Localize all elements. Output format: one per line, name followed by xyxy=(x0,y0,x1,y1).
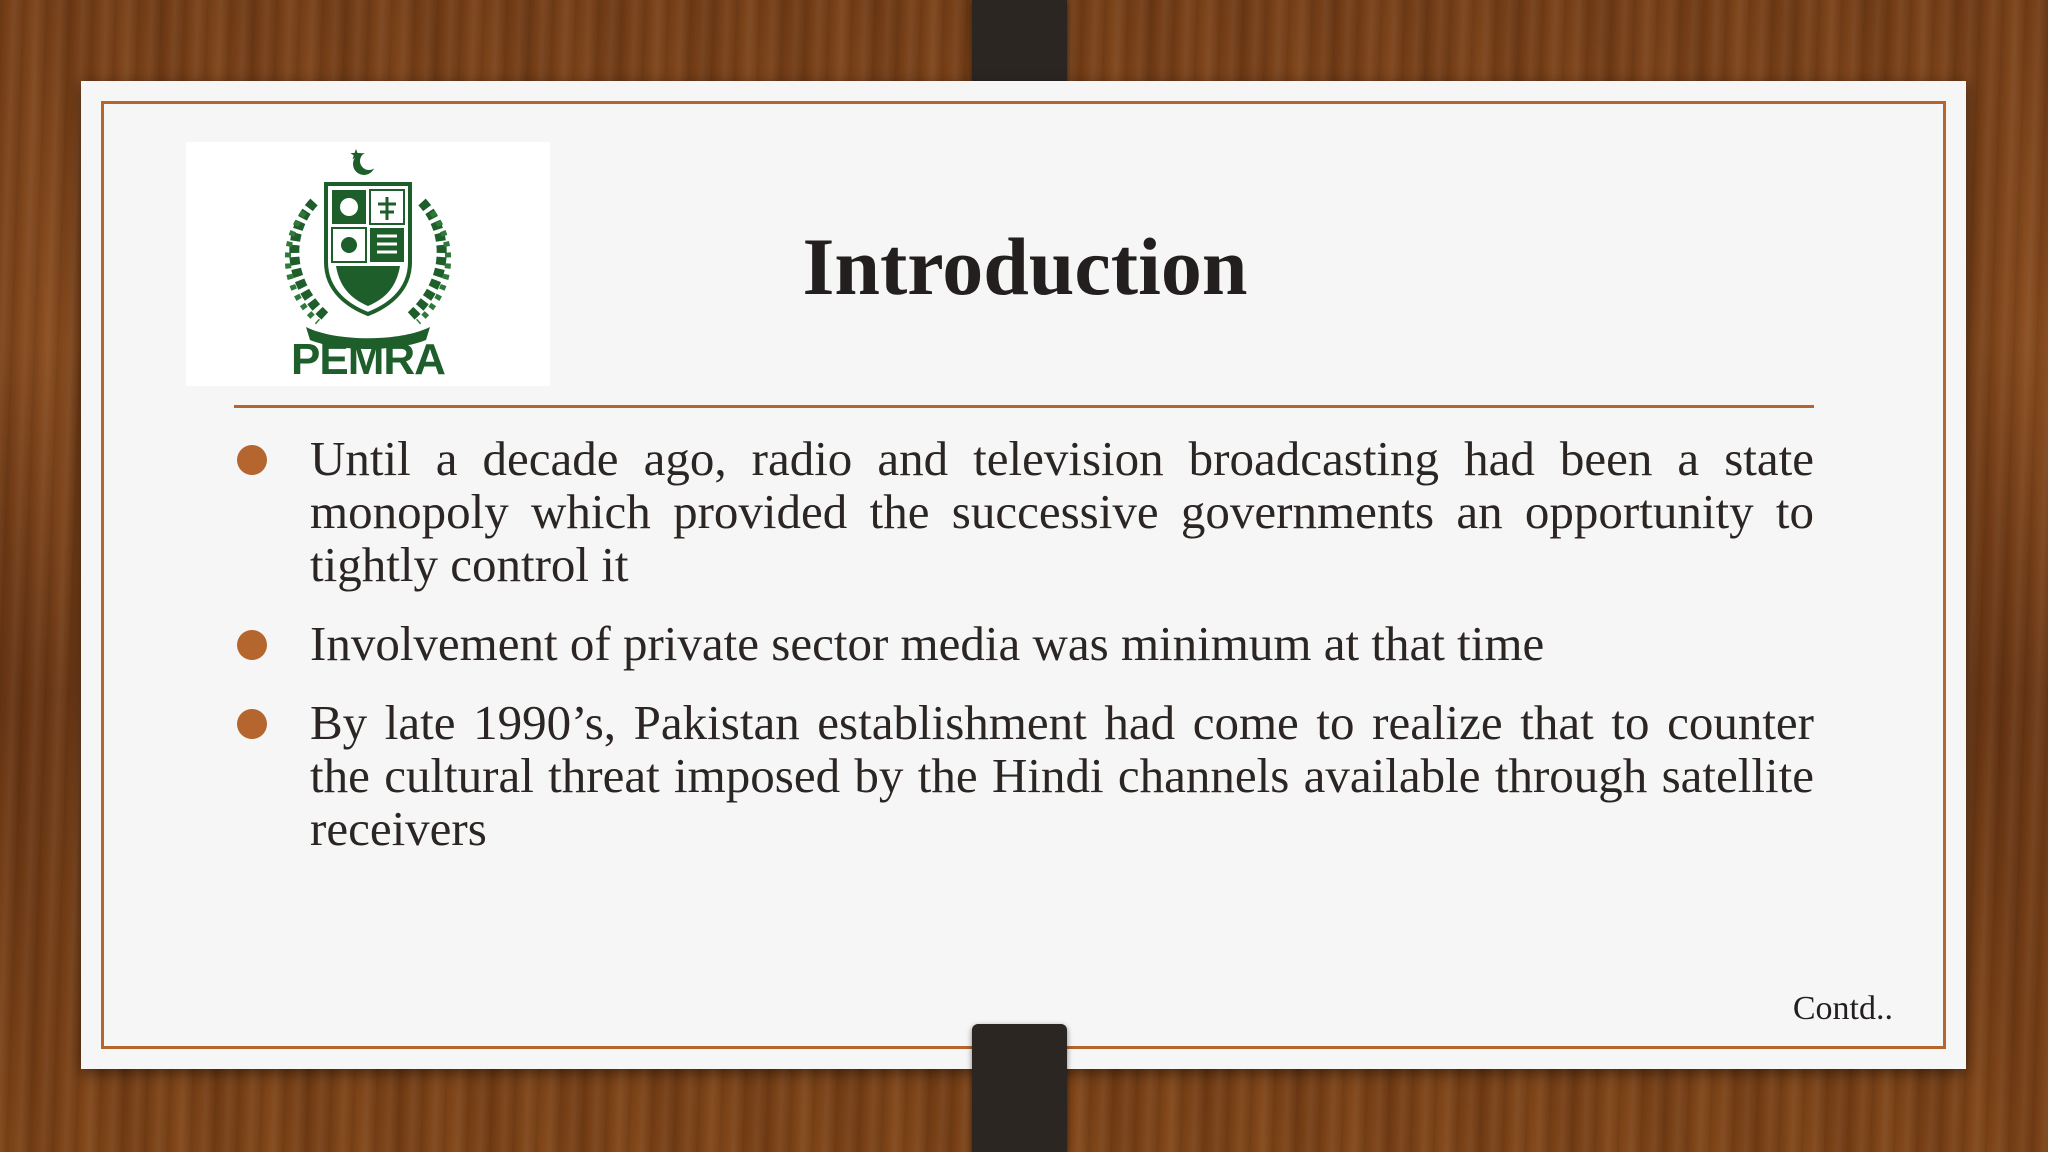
bullet-text: By late 1990’s, Pakistan establishment had come to realize that to counter the cultural threat imposed by the Hindi channels available through satellite receivers xyxy=(310,695,1814,856)
bullet-list xyxy=(234,432,1814,881)
bullet-dot-icon xyxy=(237,445,267,475)
continued-label: Contd.. xyxy=(1792,990,1893,1027)
list-item xyxy=(234,696,1814,855)
title-divider xyxy=(234,405,1814,408)
bullet-dot-icon xyxy=(237,630,267,660)
bullet-dot-icon xyxy=(237,709,267,739)
logo-text: PEMRA xyxy=(291,335,445,384)
pemra-logo xyxy=(186,142,550,386)
list-item xyxy=(234,617,1814,670)
bullet-text: Involvement of private sector media was minimum at that time xyxy=(310,616,1545,671)
bottom-clip xyxy=(972,1024,1067,1152)
slide-title: Introduction xyxy=(802,221,1248,312)
bullet-text: Until a decade ago, radio and television broadcasting had been a state monopoly which provided the successive governments an opportunity to tightly control it xyxy=(310,431,1814,592)
list-item xyxy=(234,432,1814,591)
